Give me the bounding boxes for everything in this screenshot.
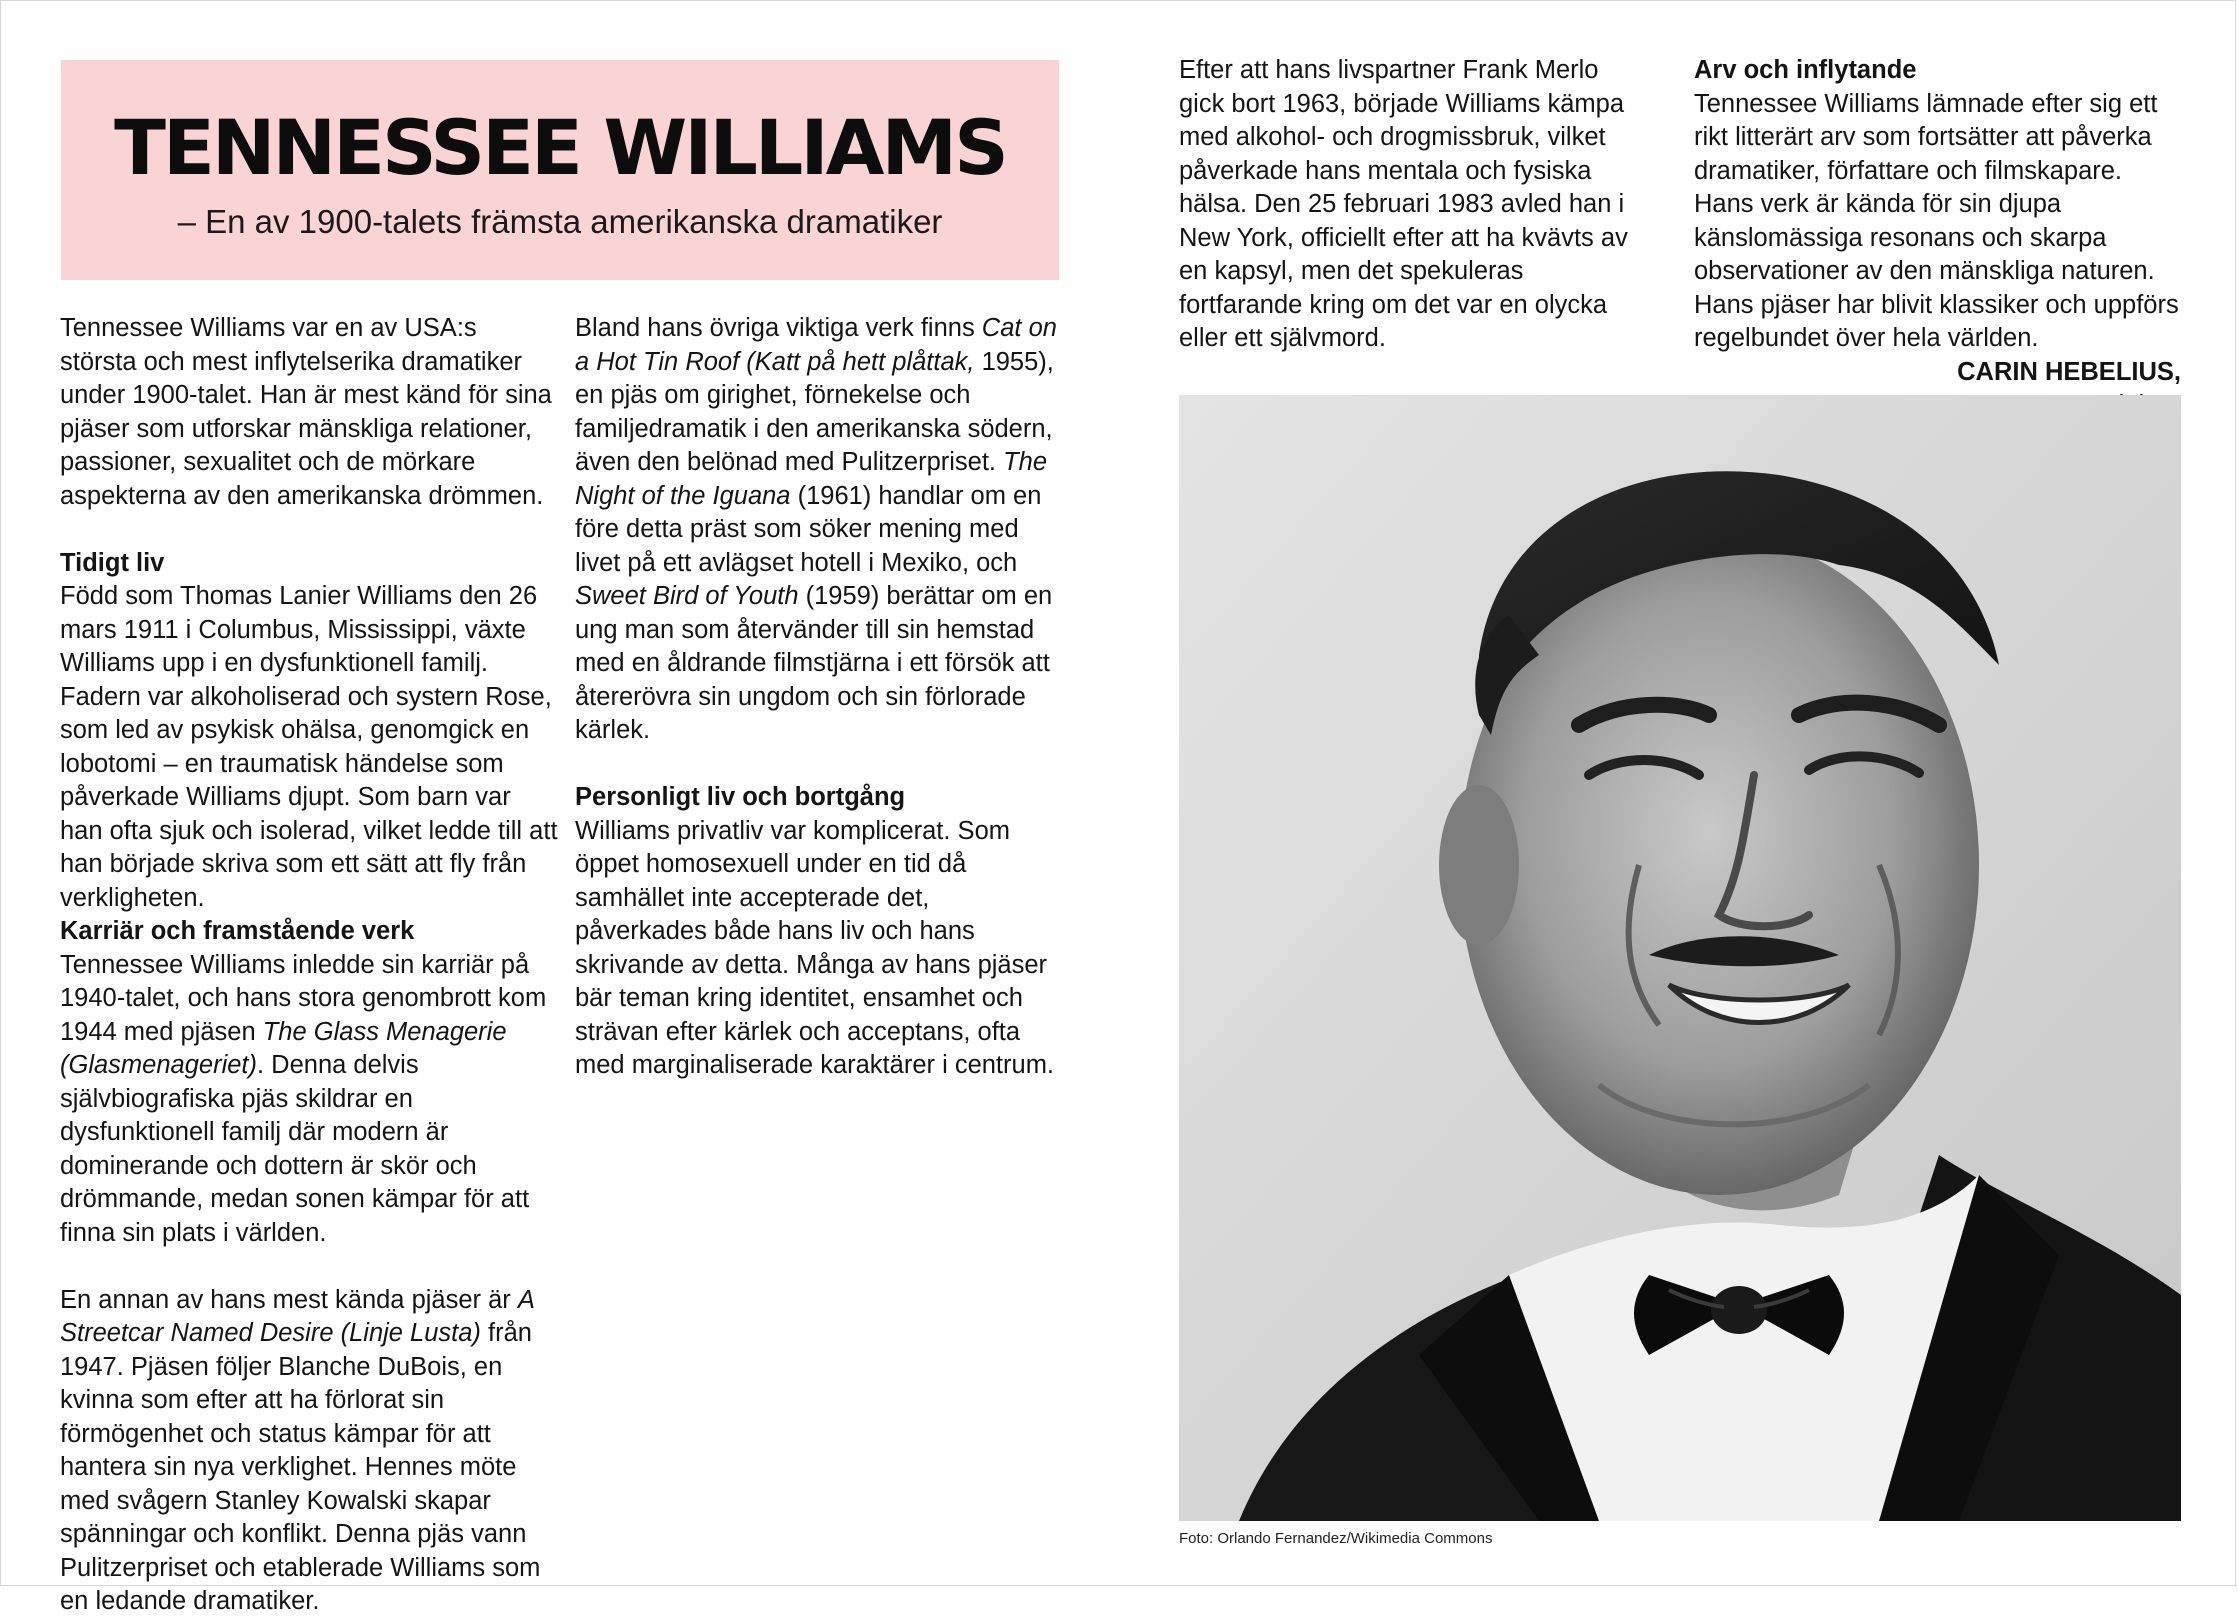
glass-menagerie-title: The Glass Menagerie (Glasmenageriet) (60, 1017, 507, 1079)
career-paragraph-1 (60, 949, 558, 1251)
career-heading: Karriär och framstående verk (60, 917, 415, 945)
early-life-section (60, 547, 558, 916)
streetcar-title: A Streetcar Named Desire (Linje Lusta) (60, 1285, 534, 1347)
career-p3-text-b: 1955), en pjäs om girighet, förnekelse och familjedramatik i den amerikanska södern, även den belönad med Pulitzerpriset. (575, 347, 1054, 476)
personal-paragraph-1: Williams privatliv var komplicerat. Som öppet homosexuell under en tid då samhället inte accepterade det, påverkades både hans liv och hans skrivande av detta. Många av hans pjäser bär teman kring identitet, ensamhet och strävan efter kärlek och acceptans, ofta med marginaliserade karaktärer i centrum. (575, 816, 1055, 1079)
night-of-iguana-title: The Night of the Iguana (575, 448, 1048, 510)
career-p3-text-c: (1961) handlar om en före detta präst som söker mening med livet på ett avlägset hotell i Mexiko, och (575, 481, 1042, 577)
personal-paragraph-2: Efter att hans livspartner Frank Merlo gick bort 1963, började Williams kämpa med alkohol- och drogmissbruk, vilket påverkade hans mentala och fysiska hälsa. Den 25 februari 1983 avled han i New York, officiellt efter att ha kvävts av en kapsyl, men det spekuleras fortfarande kring om det var en olycka eller ett självmord. (1179, 56, 1628, 352)
career-p1-text-a: Tennessee Williams inledde sin karriär på 1940-talet, och hans stora genombrott kom 1944 med pjäsen (60, 950, 547, 1046)
column-4 (1694, 54, 2181, 423)
career-section (60, 915, 558, 1619)
career-paragraph-2 (60, 1284, 558, 1619)
career-p3-text-a: Bland hans övriga viktiga verk finns (575, 314, 982, 342)
column-3 (1179, 54, 1641, 356)
legacy-heading: Arv och inflytande (1694, 56, 1917, 84)
career-p1-text-b: . Denna delvis självbiografiska pjäs skildrar en dysfunktionell familj där modern är dominerande och dottern är skör och drömmande, medan sonen kämpar för att finna sin plats i världen. (60, 1051, 530, 1247)
legacy-paragraph: Tennessee Williams lämnade efter sig ett rikt litterärt arv som fortsätter att påverka dramatiker, författare och filmskapare. Hans verk är kända för sin djupa känslomässiga resonans och skarpa observationer av den mänskliga naturen. Hans pjäser har blivit klassiker och uppförs regelbundet över hela världen. (1694, 89, 2179, 352)
portrait-illustration (1179, 395, 2181, 1521)
career-p2-text-b: från 1947. Pjäsen följer Blanche DuBois, en kvinna som efter att ha förlorat sin förmögenhet och status kämpar för att hantera sin nya verklighet. Hennes möte med svågern Stanley Kowalski skapar spänningar och konflikt. Denna pjäs vann Pulitzerpriset och etablerade Williams som en ledande dramatiker. (60, 1319, 541, 1615)
early-life-paragraph: Född som Thomas Lanier Williams den 26 mars 1911 i Columbus, Mississippi, växte Williams upp i en dysfunktionell familj. Fadern var alkoholiserad och systern Rose, som led av psykisk ohälsa, genomgick en lobotomi – en traumatisk händelse som påverkade Williams djupt. Som barn var han ofta sjuk och isolerad, vilket ledde till att han började skriva som ett sätt att fly från verkligheten. (60, 582, 558, 912)
page-title: TENNESSEE WILLIAMS (114, 103, 1006, 192)
author-name: CARIN HEBELIUS (1957, 357, 2174, 386)
column-2 (575, 312, 1063, 1083)
portrait-photo (1179, 395, 2181, 1521)
cat-hot-tin-roof-title: Cat on a Hot Tin Roof (Katt på hett plåttak, (575, 314, 1057, 376)
page-subtitle: – En av 1900-talets främsta amerikanska dramatiker (177, 203, 943, 240)
personal-section (575, 781, 1063, 1083)
career-paragraph-3 (575, 312, 1063, 748)
legacy-section (1694, 54, 2181, 356)
career-p2-text-a: En annan av hans mest kända pjäser är (60, 1285, 518, 1314)
career-p3-text-d: (1959) berättar om en ung man som återvänder till sin hemstad med en åldrande filmstjärna i ett försök att återerövra sin ungdom och sin förlorade kärlek. (575, 582, 1053, 744)
author-name-comma: , (2173, 357, 2181, 386)
early-life-heading: Tidigt liv (60, 548, 165, 577)
intro-paragraph: Tennessee Williams var en av USA:s största och mest inflytelserika dramatiker under 1900-talet. Han är mest känd för sina pjäser som utforskar mänskliga relationer, passioner, sexualitet och de mörkare aspekterna av den amerikanska drömmen. (60, 314, 552, 510)
column-1 (60, 312, 558, 1619)
photo-credit: Foto: Orlando Fernandez/Wikimedia Commons (1179, 1530, 1493, 1547)
personal-heading: Personligt liv och bortgång (575, 783, 906, 811)
sweet-bird-title: Sweet Bird of Youth (575, 582, 799, 610)
title-box (61, 60, 1059, 280)
